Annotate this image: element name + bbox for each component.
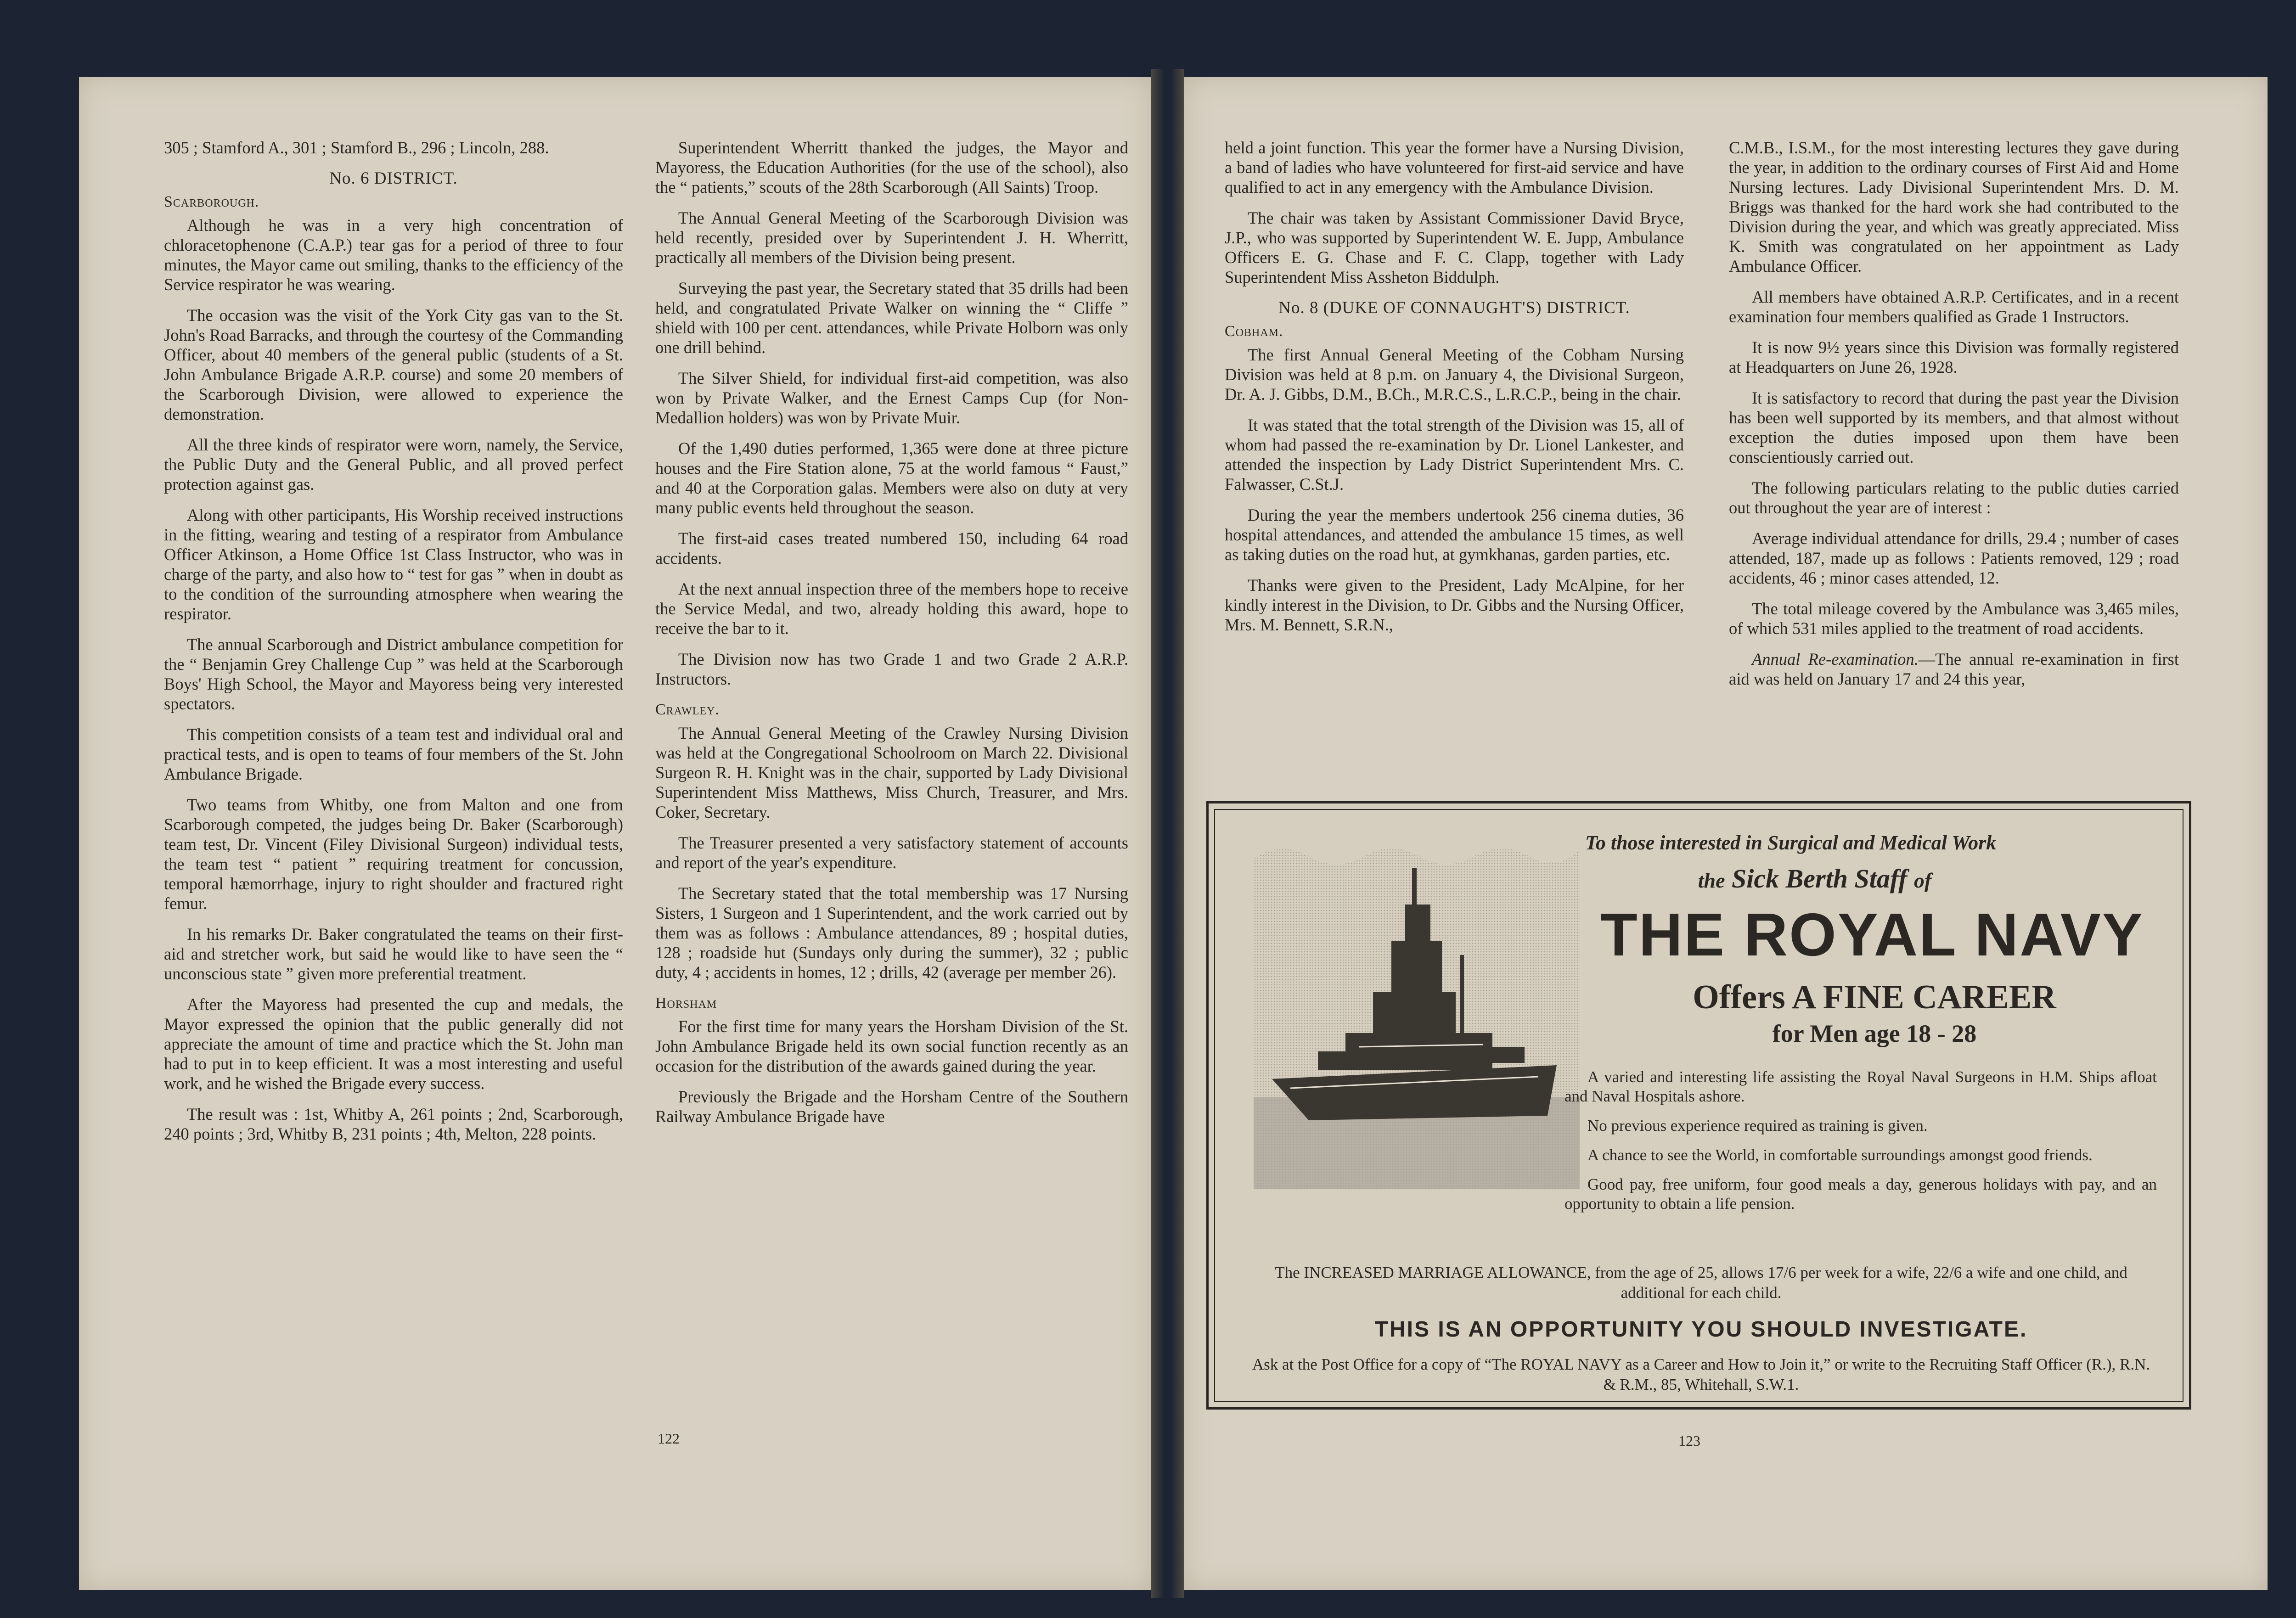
paragraph: The first-aid cases treated numbered 150, including 64 road accidents. (655, 529, 1128, 567)
ad-body (1564, 1067, 2157, 1224)
ad-paragraph: A chance to see the World, in comfortable surroundings amongst good friends. (1587, 1146, 2093, 1164)
book-gutter (1151, 69, 1184, 1598)
ad-heading-sick-berth: Sick Berth Staff (1732, 864, 1908, 893)
paragraph: The Division now has two Grade 1 and two Grade 2 A.R.P. Instructors. (655, 650, 1128, 688)
ad-marriage-allowance: The INCREASED MARRIAGE ALLOWANCE, from the age of 25, allows 17/6 per week for a wife, 22/6 a wife and one child, and additional for each child. (1275, 1264, 2127, 1302)
battleship-illustration (1254, 840, 1580, 1189)
column-1 (164, 138, 623, 1155)
ad-opportunity: THIS IS AN OPPORTUNITY YOU SHOULD INVESTIGATE. (1374, 1317, 2028, 1342)
royal-navy-advertisement (1206, 801, 2191, 1410)
ad-age-range: for Men age 18 - 28 (1772, 1020, 1977, 1047)
italic-subheading: Annual Re-examination. (1752, 650, 1919, 669)
ad-heading-line-1: To those interested in Surgical and Medical Work (1585, 831, 1997, 854)
paragraph: Surveying the past year, the Secretary stated that 35 drills had been held, and congratulated Private Walker on winning the “ Cliffe ” shield with 100 per cent. attendances, while Private Holborn was only one drill behind. (655, 279, 1128, 357)
intro-text: 305 ; Stamford A., 301 ; Stamford B., 296 ; Lincoln, 288. (164, 138, 549, 157)
paragraph: It was stated that the total strength of the Division was 15, all of whom had passed the re-examination by Dr. Lionel Lankester, and attended the inspection by Lady District Superintendent Mrs. C. Falwasser, C.St.J. (1225, 416, 1684, 494)
ad-heading-the: the (1698, 869, 1725, 892)
place-heading-crawley: Crawley. (655, 701, 720, 718)
page-number-left: 122 (658, 1430, 680, 1447)
paragraph: held a joint function. This year the former have a Nursing Division, a band of ladies who have volunteered for first-aid service and have qualified to act in any emergency with the Ambulance Division. (1225, 138, 1684, 197)
paragraph: Although he was in a very high concentration of chloracetophenone (C.A.P.) tear gas for a period of three to four minutes, the Mayor came out smiling, thanks to the efficiency of the Service respirator he was wearing. (164, 216, 623, 294)
ad-paragraph: A varied and interesting life assisting the Royal Naval Surgeons in H.M. Ships afloat and Naval Hospitals ashore. (1564, 1068, 2157, 1105)
paragraph: The Treasurer presented a very satisfactory statement of accounts and report of the year's expenditure. (655, 833, 1128, 872)
paragraph: The first Annual General Meeting of the Cobham Nursing Division was held at 8 p.m. on January 4, the Divisional Surgeon, Dr. A. J. Gibbs, D.M., B.Ch., M.R.C.S., L.R.C.P., being in the chair. (1225, 345, 1684, 404)
paragraph: The chair was taken by Assistant Commissioner David Bryce, J.P., who was supported by Superintendent W. E. Jupp, Ambulance Officers E. G. Chase and F. C. Clapp, together with Lady Superintendent Miss Assheton Biddulph. (1225, 208, 1684, 287)
paragraph: The following particulars relating to the public duties carried out throughout the year are of interest : (1729, 478, 2179, 517)
ad-title: THE ROYAL NAVY (1600, 901, 2144, 968)
paragraph: It is satisfactory to record that during the past year the Division has been well supported by its members, and that almost without exception the duties imposed upon them have been conscientiously carried out. (1729, 388, 2179, 466)
place-heading-horsham: Horsham (655, 994, 717, 1011)
column-2 (655, 138, 1128, 1137)
paragraph: Average individual attendance for drills, 29.4 ; number of cases attended, 187, made up as follows : Patients removed, 129 ; road accidents, 46 ; minor cases attended, 12. (1729, 529, 2179, 587)
paragraph: The Annual General Meeting of the Crawley Nursing Division was held at the Congregational Schoolroom on March 22. Divisional Surgeon R. H. Knight was in the chair, supported by Lady Divisional Superintendent Miss Matthews, Miss Church, Treasurer, and Mrs. Coker, Secretary. (655, 724, 1128, 821)
paragraph: The Secretary stated that the total membership was 17 Nursing Sisters, 1 Surgeon and 1 Superintendent, and the work carried out by them was as follows : Ambulance attendances, 89 ; hospital duties, 128 ; roadside hut (Sundays only during the summer), 32 ; public duty, 4 ; accidents in homes, 12 ; drills, 42 (average per member 26). (655, 884, 1128, 982)
paragraph: For the first time for many years the Horsham Division of the St. John Ambulance Brigade held its own social function recently as an occasion for the distribution of the awards gained during the year. (655, 1017, 1128, 1075)
district-heading: No. 6 DISTRICT. (329, 169, 458, 188)
column-3 (1225, 138, 1684, 646)
paragraph: The total mileage covered by the Ambulance was 3,465 miles, of which 531 miles applied to the treatment of road accidents. (1729, 599, 2179, 638)
paragraph: Superintendent Wherritt thanked the judges, the Mayor and Mayoress, the Education Authorities (for the use of the school), also the “ patients,” scouts of the 28th Scarborough (All Saints) Troop. (655, 138, 1128, 197)
ad-paragraph: No previous experience required as training is given. (1587, 1117, 1928, 1135)
paragraph: At the next annual inspection three of the members hope to receive the Service Medal, and two, already holding this award, hope to receive the bar to it. (655, 579, 1128, 638)
paragraph: Of the 1,490 duties performed, 1,365 were done at three picture houses and the Fire Station alone, 75 at the world famous “ Faust,” and 40 at the Corporation galas. Members were also on duty at very many public events held throughout the season. (655, 439, 1128, 517)
column-4 (1729, 138, 2179, 700)
paragraph: Thanks were given to the President, Lady McAlpine, for her kindly interest in the Division, to Dr. Gibbs and the Nursing Officer, Mrs. M. Bennett, S.R.N., (1225, 576, 1684, 634)
paragraph-text: —The annual re-examination in first aid was held on January 17 and 24 this year, (1729, 650, 2179, 688)
ad-paragraph: Good pay, free uniform, four good meals a day, generous holidays with pay, and an opportunity to obtain a life pension. (1564, 1175, 2157, 1213)
ad-offers: Offers A FINE CAREER (1693, 978, 2056, 1016)
place-heading: Scarborough. (164, 193, 259, 210)
paragraph: Along with other participants, His Worship received instructions in the fitting, wearing and testing of a respirator from Ambulance Officer Atkinson, a Home Office 1st Class Instructor, who was in charge of the party, and also how to “ test for gas ” when in doubt as to the condition of the surrounding atmosphere when wearing the respirator. (164, 506, 623, 623)
place-heading-cobham: Cobham. (1225, 323, 1283, 340)
paragraph: All the three kinds of respirator were worn, namely, the Service, the Public Duty and the General Public, and all proved perfect protection against gas. (164, 435, 623, 494)
paragraph: Previously the Brigade and the Horsham Centre of the Southern Railway Ambulance Brigade have (655, 1087, 1128, 1126)
page-number-right: 123 (1678, 1433, 1700, 1449)
ad-heading-line-2 (1585, 863, 2044, 894)
paragraph: The Annual General Meeting of the Scarborough Division was held recently, presided over by Superintendent J. H. Wherritt, practically all members of the Division being present. (655, 208, 1128, 267)
paragraph: This competition consists of a team test and individual oral and practical tests, and is open to teams of four members of the St. John Ambulance Brigade. (164, 725, 623, 783)
paragraph: It is now 9½ years since this Division was formally registered at Headquarters on June 26, 1928. (1729, 338, 2179, 376)
ad-heading-of: of (1913, 869, 1932, 892)
district-heading: No. 8 (DUKE OF CONNAUGHT'S) DISTRICT. (1278, 298, 1630, 317)
paragraph: The Silver Shield, for individual first-aid competition, was also won by Private Walker, and the Ernest Camps Cup (for Non-Medallion holders) was won by Private Muir. (655, 369, 1128, 427)
paragraph (1729, 649, 2179, 689)
paragraph: In his remarks Dr. Baker congratulated the teams on their first-aid and stretcher work, but said he would like to have seen the “ unconscious state ” given more preferential treatment. (164, 925, 623, 983)
paragraph: Two teams from Whitby, one from Malton and one from Scarborough competed, the judges being Dr. Baker (Scarborough) team test, Dr. Vincent (Filey Divisional Surgeon) individual tests, the team test “ patient ” requiring treatment for concussion, temporal hæmorrhage, injury to right shoulder and fractured right femur. (164, 795, 623, 913)
paragraph: During the year the members undertook 256 cinema duties, 36 hospital attendances, and attended the ambulance 15 times, as well as taking duties on the road hut, at gymkhanas, garden parties, etc. (1225, 506, 1684, 564)
paragraph: The annual Scarborough and District ambulance competition for the “ Benjamin Grey Challenge Cup ” was held at the Scarborough Boys' High School, the Mayor and Mayoress being very interested spectators. (164, 635, 623, 713)
paragraph: After the Mayoress had presented the cup and medals, the Mayor expressed the opinion that the public generally did not appreciate the amount of time and practice which the St. John man had to put in to keep efficient. It was a most interesting and useful work, and he wished the Brigade every success. (164, 995, 623, 1093)
paragraph: The result was : 1st, Whitby A, 261 points ; 2nd, Scarborough, 240 points ; 3rd, Whitby B, 231 points ; 4th, Melton, 228 points. (164, 1105, 623, 1143)
paragraph: The occasion was the visit of the York City gas van to the St. John's Road Barracks, and through the courtesy of the Commanding Officer, about 40 members of the general public (students of a St. John Ambulance Brigade A.R.P. course) and some 20 members of the Scarborough Division, were allowed to experience the demonstration. (164, 306, 623, 423)
paragraph: All members have obtained A.R.P. Certificates, and in a recent examination four members qualified as Grade 1 Instructors. (1729, 287, 2179, 326)
paragraph: C.M.B., I.S.M., for the most interesting lectures they gave during the year, in addition to the ordinary courses of First Aid and Home Nursing lectures. Lady Divisional Superintendent Mrs. D. M. Briggs was thanked for the hard work she had contributed to the Division during the year, and which was greatly appreciated. Miss K. Smith was congratulated on her appointment as Lady Ambulance Officer. (1729, 138, 2179, 275)
ad-contact: Ask at the Post Office for a copy of “The ROYAL NAVY as a Career and How to Join it,” or write to the Recruiting Staff Officer (R.), R.N. & R.M., 85, Whitehall, S.W.1. (1252, 1355, 2150, 1393)
